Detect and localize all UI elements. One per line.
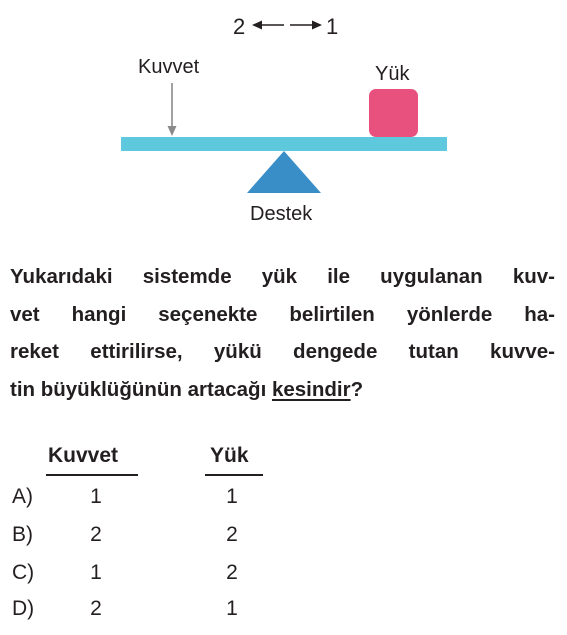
option-c[interactable] [0, 561, 567, 599]
lever-bar [121, 137, 447, 151]
header-kuvvet: Kuvvet [48, 444, 119, 467]
question-line: vet hangi seçenekte belirtilen yönlerde ha- [10, 302, 555, 326]
option-letter: C) [12, 561, 35, 584]
option-letter: A) [12, 485, 33, 508]
option-kuvvet-value: 2 [90, 523, 102, 546]
support-label: Destek [250, 203, 313, 225]
header-kuvvet-rule [46, 474, 138, 476]
option-kuvvet-value: 1 [90, 561, 102, 584]
question-prefix: tin büyüklüğünün artacağı [10, 377, 272, 401]
question-line-last [10, 371, 555, 409]
header-yuk-rule [205, 474, 263, 476]
emphasis-word: kesindir [271, 377, 351, 401]
option-yuk-value: 2 [226, 561, 238, 584]
lever-diagram [0, 0, 567, 240]
option-b[interactable] [0, 523, 567, 561]
option-a[interactable] [0, 485, 567, 523]
option-yuk-value: 2 [226, 523, 238, 546]
force-label: Kuvvet [138, 56, 200, 78]
right-arrow-icon [290, 21, 322, 30]
support-triangle [247, 151, 321, 193]
load-block [369, 89, 418, 137]
question-line: Yukarıdaki sistemde yük ile uygulanan kuv- [10, 265, 555, 288]
question-line: reket ettirilirse, yükü dengede tutan kuvve- [10, 340, 555, 363]
option-yuk-value: 1 [226, 597, 238, 620]
question-suffix: ? [350, 377, 364, 401]
direction-1-label: 1 [326, 14, 339, 39]
option-kuvvet-value: 1 [90, 485, 102, 508]
option-letter: D) [12, 597, 35, 620]
direction-2-label: 2 [233, 14, 246, 39]
header-yuk: Yük [210, 444, 249, 467]
option-d[interactable] [0, 597, 567, 635]
load-label: Yük [375, 63, 410, 85]
question-text [10, 258, 555, 408]
option-letter: B) [12, 523, 33, 546]
left-arrow-icon [252, 21, 284, 30]
option-yuk-value: 1 [226, 485, 238, 508]
force-arrow-icon [168, 83, 177, 136]
option-kuvvet-value: 2 [90, 597, 102, 620]
